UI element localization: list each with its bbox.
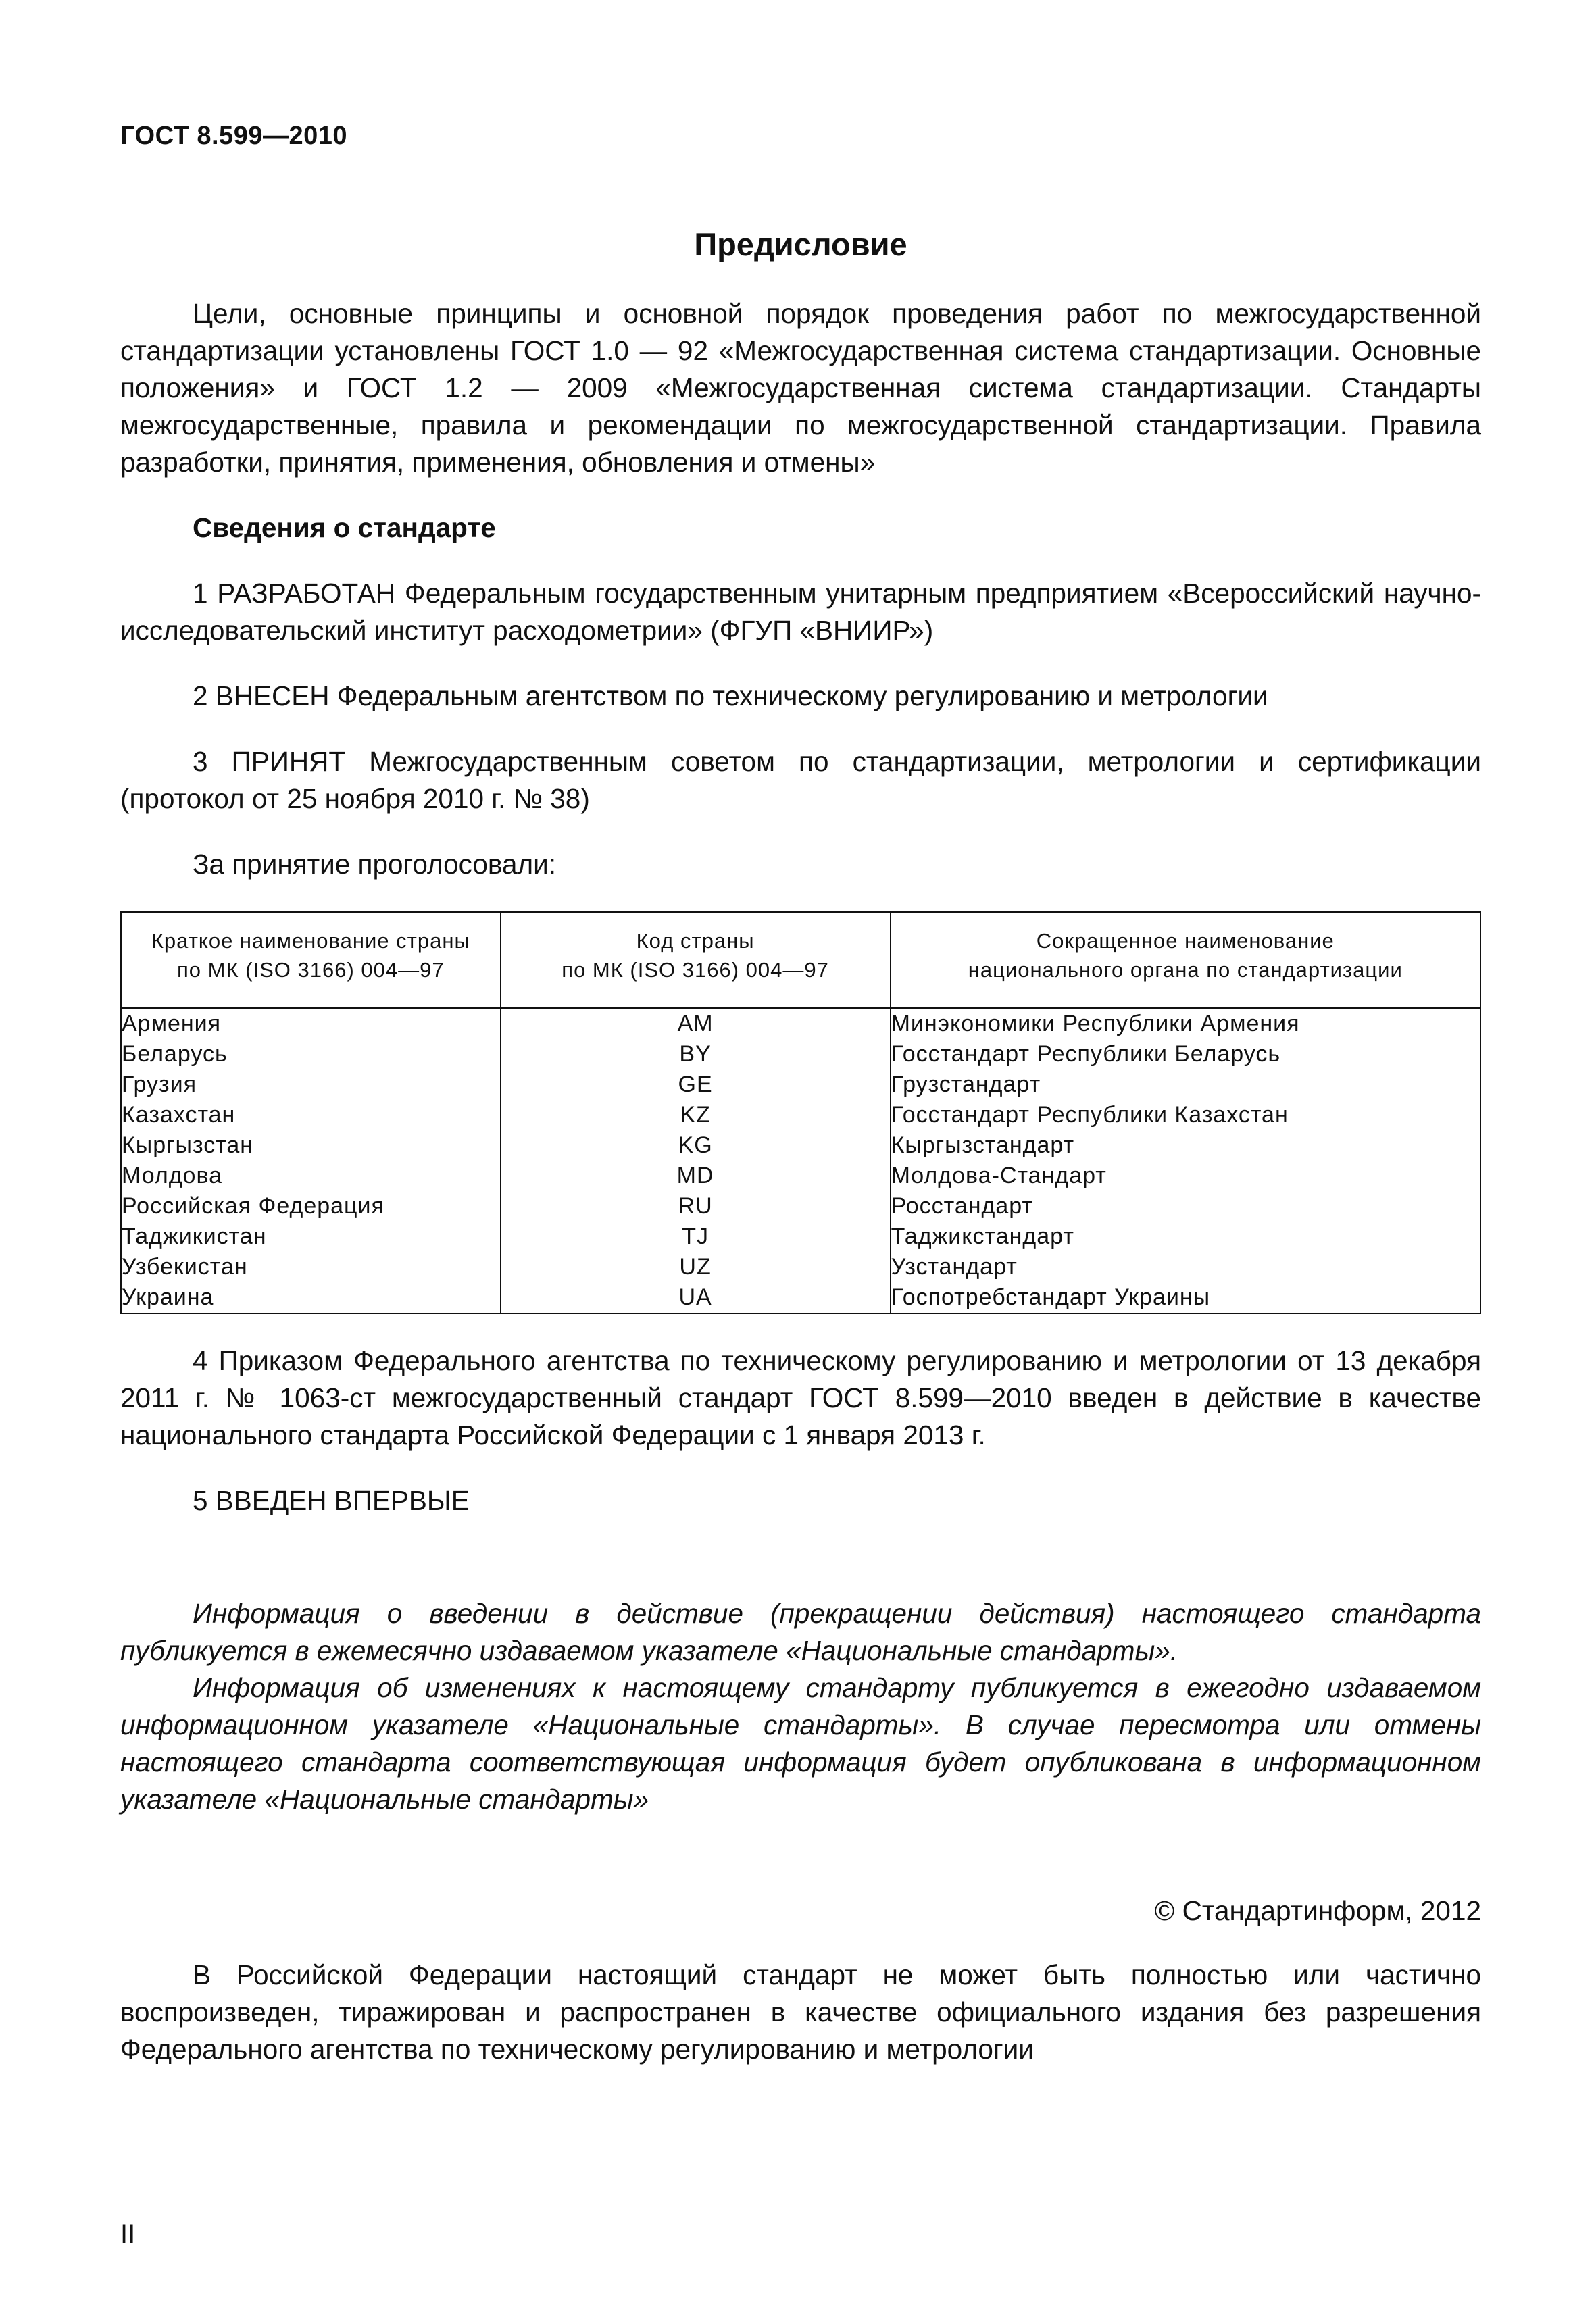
column-header-body: Сокращенное наименование национального органа по стандартизации — [891, 912, 1480, 1008]
table-cell-country-name: Молдова — [122, 1163, 223, 1188]
table-cell-country-code: BY — [679, 1041, 712, 1067]
table-cell-country-name: Грузия — [122, 1072, 197, 1097]
document-header: ГОСТ 8.599—2010 — [120, 122, 347, 150]
table-cell-standards-body: Узстандарт — [891, 1254, 1018, 1280]
item-2-paragraph: 2 ВНЕСЕН Федеральным агентством по техническому регулированию и метрологии — [193, 680, 1268, 711]
table-cell-country-code: KZ — [680, 1102, 711, 1128]
column-header-code: Код страны по МК (ISO 3166) 004—97 — [501, 912, 891, 1008]
column-country-code — [501, 1008, 891, 1313]
table-cell-country-name: Армения — [122, 1011, 222, 1036]
table-cell-country-code: AM — [677, 1011, 714, 1036]
table-content-row — [121, 1008, 1480, 1313]
copyright-notice: © Стандартинформ, 2012 — [1154, 1895, 1481, 1926]
table-cell-standards-body: Таджикстандарт — [891, 1224, 1074, 1249]
table-cell-country-code: MD — [676, 1163, 714, 1188]
table-cell-standards-body: Росстандарт — [891, 1193, 1034, 1219]
info-paragraph-1: Информация о введении в действие (прекращении действия) настоящего стандарта публикуется в ежемесячно издаваемом указателе «Национальные стандарты». — [120, 1598, 1481, 1666]
column-standards-body — [891, 1008, 1480, 1313]
table-cell-standards-body: Госстандарт Республики Беларусь — [891, 1041, 1281, 1067]
section-subheading: Сведения о стандарте — [193, 512, 496, 543]
intro-paragraph: Цели, основные принципы и основной порядок проведения работ по межгосударственной стандартизации установлены ГОСТ 1.0 — 92 «Межгосударственная система стандартизации. Основные положения» и ГОСТ 1.2 — 2009 «Межгосударственная система стандартизации. Стандарты межгосударственные, правила и рекомендации по межгосударственной стандартизации. Правила разработки, принятия, применения, обновления и отмены» — [120, 298, 1481, 478]
item-3-paragraph: 3 ПРИНЯТ Межгосударственным советом по стандартизации, метрологии и сертификации (протокол от 25 ноября 2010 г. № 38) — [120, 746, 1481, 814]
table-cell-country-name: Беларусь — [122, 1041, 228, 1067]
table-cell-standards-body: Грузстандарт — [891, 1072, 1041, 1097]
table-cell-country-name: Таджикистан — [122, 1224, 267, 1249]
table-cell-country-code: RU — [678, 1193, 713, 1219]
table-body — [121, 1008, 1480, 1313]
table-cell-country-code: GE — [678, 1072, 713, 1097]
page-number: II — [120, 2219, 136, 2249]
table-cell-country-code: TJ — [682, 1224, 709, 1249]
table-cell-country-name: Российская Федерация — [122, 1193, 384, 1219]
table-cell-standards-body: Минэкономики Республики Армения — [891, 1011, 1300, 1036]
table-header-row — [121, 912, 1480, 1008]
item-4-paragraph: 4 Приказом Федерального агентства по техническому регулированию и метрологии от 13 декабря 2011 г. № 1063-ст межгосударственный стандарт ГОСТ 8.599—2010 введен в действие в качестве национального стандарта Российской Федерации с 1 января 2013 г. — [120, 1345, 1481, 1451]
column-country-name — [121, 1008, 501, 1313]
item-5-paragraph: 5 ВВЕДЕН ВПЕРВЫЕ — [193, 1485, 470, 1516]
column-header-country: Краткое наименование страны по МК (ISO 3166) 004—97 — [121, 912, 501, 1008]
table-cell-standards-body: Госпотребстандарт Украины — [891, 1284, 1211, 1310]
document-page — [120, 122, 1481, 2068]
table-cell-country-name: Казахстан — [122, 1102, 236, 1128]
table-cell-standards-body: Кыргызстандарт — [891, 1132, 1075, 1158]
table-cell-standards-body: Молдова-Стандарт — [891, 1163, 1107, 1188]
member-states-table — [120, 911, 1481, 1314]
item-1-paragraph: 1 РАЗРАБОТАН Федеральным государственным унитарным предприятием «Всероссийский научно-исследовательский институт расходометрии» (ФГУП «ВНИИР») — [120, 578, 1481, 646]
legal-notice: В Российской Федерации настоящий стандарт не может быть полностью или частично воспроизведен, тиражирован и распространен в качестве официального издания без разрешения Федерального агентства по техническому регулированию и метрологии — [120, 1959, 1481, 2065]
page-title: Предисловие — [694, 226, 907, 262]
table-cell-country-code: UA — [678, 1284, 712, 1310]
table-cell-country-code: KG — [678, 1132, 713, 1158]
table-cell-standards-body: Госстандарт Республики Казахстан — [891, 1102, 1289, 1128]
table-cell-country-name: Украина — [122, 1284, 214, 1310]
voted-label: За принятие проголосовали: — [193, 849, 556, 880]
table-cell-country-name: Узбекистан — [122, 1254, 248, 1280]
info-paragraph-2: Информация об изменениях к настоящему стандарту публикуется в ежегодно издаваемом информационном указателе «Национальные стандарты». В случае пересмотра или отмены настоящего стандарта соответствующая информация будет опубликована в информационном указателе «Национальные стандарты» — [120, 1672, 1481, 1815]
table-cell-country-name: Кыргызстан — [122, 1132, 254, 1158]
table-cell-country-code: UZ — [679, 1254, 712, 1280]
